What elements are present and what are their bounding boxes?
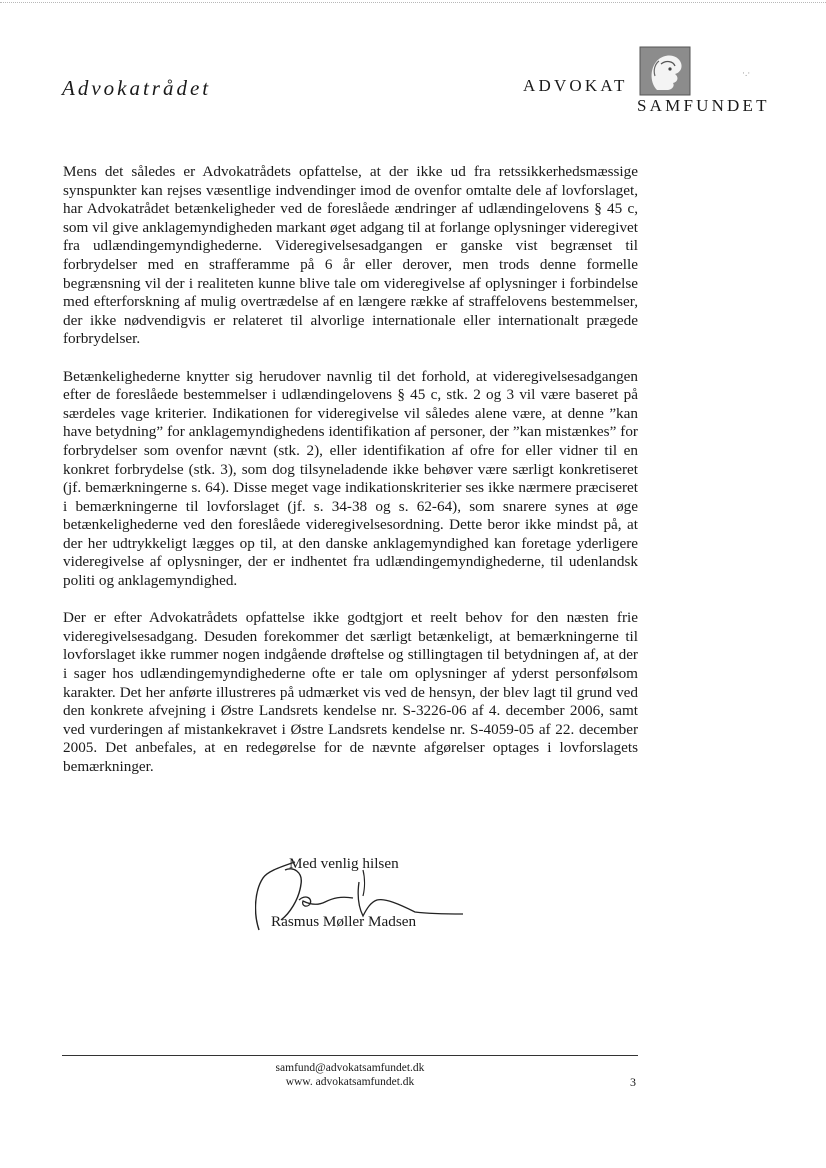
body-paragraph-1: Mens det således er Advokatrådets opfattelse, at der ikke ud fra retssikkerhedsmæssige synspunkter kan rejses væsentlige indvendinger imod de ovenfor omtalte dele af lovforslaget, har Advokatrådet betænkeligheder ved de foreslåede ændringer af udlændingelovens § 45 c, som vil give anklagemyndigheden markant øget adgang til at forlange oplysninger videregivet fra udlændingemyndighederne. Videregivelsesadgangen er ganske vist begrænset til forbrydelser med en strafferamme på 6 år eller derover, men trods denne formelle begrænsning vil der i realiteten kunne blive tale om videregivelse af oplysninger i forbindelse med efterforskning af mulig overtrædelse af en længere række af straffelovens bestemmelser, der ikke nødvendigvis er relateret til alvorlige internationale eller internationalt prægede forbrydelser. xyxy=(63,163,638,348)
page-number: 3 xyxy=(630,1075,636,1089)
closing-salutation: Med venlig hilsen xyxy=(289,855,399,872)
page-header-title: Advokatrådet xyxy=(62,76,212,100)
advokatsamfundet-emblem-icon xyxy=(639,46,691,96)
footer-divider xyxy=(62,1055,638,1056)
body-paragraph-3: Der er efter Advokatrådets opfattelse ikke godtgjort et reelt behov for den næsten frie videregivelsesadgang. Desuden forekommer det særligt betænkeligt, at bemærkningerne til lovforslaget ikke rummer nogen indgående drøftelse og stillingtagen til betydningen af, at der i sager hos udlændingemyndighederne ofte er tale om oplysninger af yderst personfølsom karakter. Det her anførte illustreres på udmærket vis ved de hensyn, der blev lagt til grund ved den konkrete afvejning i Østre Landsrets kendelse nr. S-3226-06 af 4. december 2006, samt ved vurderingen af mistankekravet i Østre Landsrets kendelse nr. S-4059-05 af 22. december 2005. Det anbefales, at en redegørelse for de nævnte afgørelser optages i lovforslagets bemærkninger. xyxy=(63,609,638,775)
letter-body xyxy=(63,163,638,795)
scan-edge-line xyxy=(0,2,826,3)
logo-text-advokat: ADVOKAT xyxy=(523,76,628,95)
footer-email[interactable]: samfund@advokatsamfundet.dk xyxy=(275,1062,425,1074)
body-paragraph-2: Betænkelighederne knytter sig herudover navnlig til det forhold, at videregivelsesadgangen efter de foreslåede bestemmelser i udlændingelovens § 45 c, stk. 2 og 3 vil være baseret på særdeles vage kriterier. Indikationen for videregivelse vil således alene være, at denne ”kan have betydning” for anklagemyndighedens identifikation af personer, der ”kan mistænkes” for forbrydelser som ovenfor nævnt (stk. 2), eller identifikation af ofre for eller vidner til en konkret forbrydelse (stk. 3), som dog tilsyneladende ikke behøver være særligt konkretiseret (jf. bemærkningerne s. 64). Disse meget vage indikationskriterier ses ikke nærmere præciseret i bemærkningerne til lovforslaget (jf. s. 34-38 og s. 62-64), som snarere synes at øge betænkelighederne ved den foreslåede videregivelsesordning. Dette beror ikke mindst på, at der her udtrykkeligt lægges op til, at den danske anklagemyndighed kan foretage yderligere videregivelse af oplysninger, der er indhentet fra udlændingemyndighederne, til udenlandsk politi og anklagemyndighed. xyxy=(63,367,638,590)
signer-name: Rasmus Møller Madsen xyxy=(271,913,417,930)
logo-text-samfundet: SAMFUNDET xyxy=(637,96,770,115)
scan-artifact: ·.· xyxy=(742,68,751,78)
footer-website[interactable]: www. advokatsamfundet.dk xyxy=(285,1076,415,1088)
